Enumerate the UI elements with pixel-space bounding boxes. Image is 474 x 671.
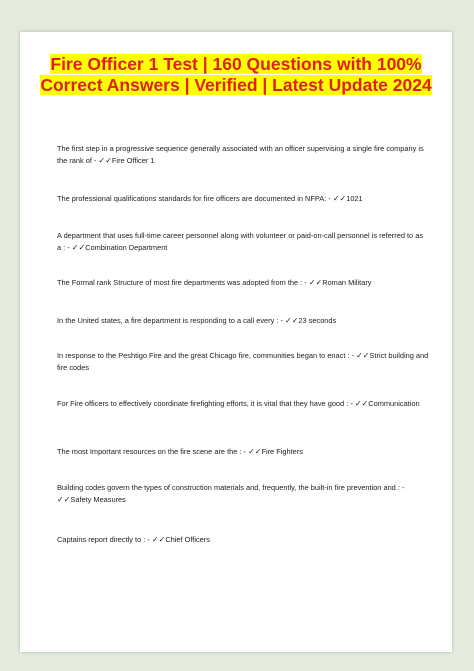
separator: -	[348, 399, 355, 408]
qa-item	[57, 350, 429, 374]
qa-item	[57, 230, 429, 254]
qa-item	[57, 446, 429, 458]
check-icon: ✓✓	[151, 535, 166, 544]
question-text: For Fire officers to effectively coordinate firefighting efforts, it is vital that they have good :	[57, 399, 349, 408]
qa-item	[57, 315, 429, 327]
check-icon: ✓✓	[57, 495, 71, 504]
answer-text: Combination Department	[85, 243, 168, 252]
qa-item	[57, 277, 429, 289]
answer-text: Communication	[368, 399, 420, 408]
separator: -	[326, 194, 333, 203]
separator: -	[349, 351, 357, 360]
qa-item	[57, 534, 429, 546]
question-text: A department that uses full-time career personnel along with volunteer or paid-on-call personnel is referred to as a :	[57, 231, 424, 252]
qa-item	[57, 398, 429, 410]
separator: -	[241, 447, 249, 456]
answer-text: 1021	[346, 194, 363, 203]
answer-text: Safety Measures	[70, 495, 126, 504]
question-text: In response to the Peshtigo Fire and the great Chicago fire, communities began to enact :	[57, 351, 350, 360]
document-page	[20, 32, 452, 652]
title-block	[20, 54, 452, 96]
question-text: The most Important resources on the fire scene are the :	[57, 447, 242, 456]
answer-text: Chief Officers	[165, 535, 210, 544]
question-text: The Formal rank Structure of most fire departments was adopted from the :	[57, 278, 303, 287]
answer-text: Strict building and fire codes	[57, 351, 429, 372]
check-icon: ✓✓	[285, 316, 299, 325]
check-icon: ✓✓	[71, 243, 86, 252]
check-icon: ✓✓	[98, 156, 112, 165]
separator: -	[91, 156, 99, 165]
check-icon: ✓✓	[308, 278, 323, 287]
question-text: The professional qualifications standards for fire officers are documented in NFPA:	[57, 194, 327, 203]
check-icon: ✓✓	[332, 194, 347, 203]
answer-text: Fire Fighters	[261, 447, 303, 456]
separator: -	[302, 278, 309, 287]
question-text: The first step in a progressive sequence generally associated with an officer supervising a single fire company is the rank of	[57, 144, 424, 165]
question-text: In the United states, a fire department is responding to a call every :	[57, 316, 279, 325]
check-icon: ✓✓	[356, 351, 370, 360]
separator: -	[399, 483, 405, 492]
answer-text: 23 seconds	[298, 316, 337, 325]
separator: -	[278, 316, 286, 325]
answer-text: Fire Officer 1	[111, 156, 155, 165]
separator: -	[65, 243, 72, 252]
separator: -	[145, 535, 152, 544]
qa-item	[57, 482, 429, 506]
question-text: Building codes govern the types of construction materials and, frequently, the built-in fire prevention and :	[57, 483, 400, 492]
check-icon: ✓✓	[354, 399, 369, 408]
answer-text: Roman Military	[322, 278, 372, 287]
qa-item	[57, 193, 429, 205]
question-text: Captains report directly to :	[57, 535, 146, 544]
qa-item	[57, 143, 429, 167]
check-icon: ✓✓	[248, 447, 262, 456]
document-title: Fire Officer 1 Test | 160 Questions with 100% Correct Answers | Verified | Latest Update 2024	[40, 54, 432, 95]
